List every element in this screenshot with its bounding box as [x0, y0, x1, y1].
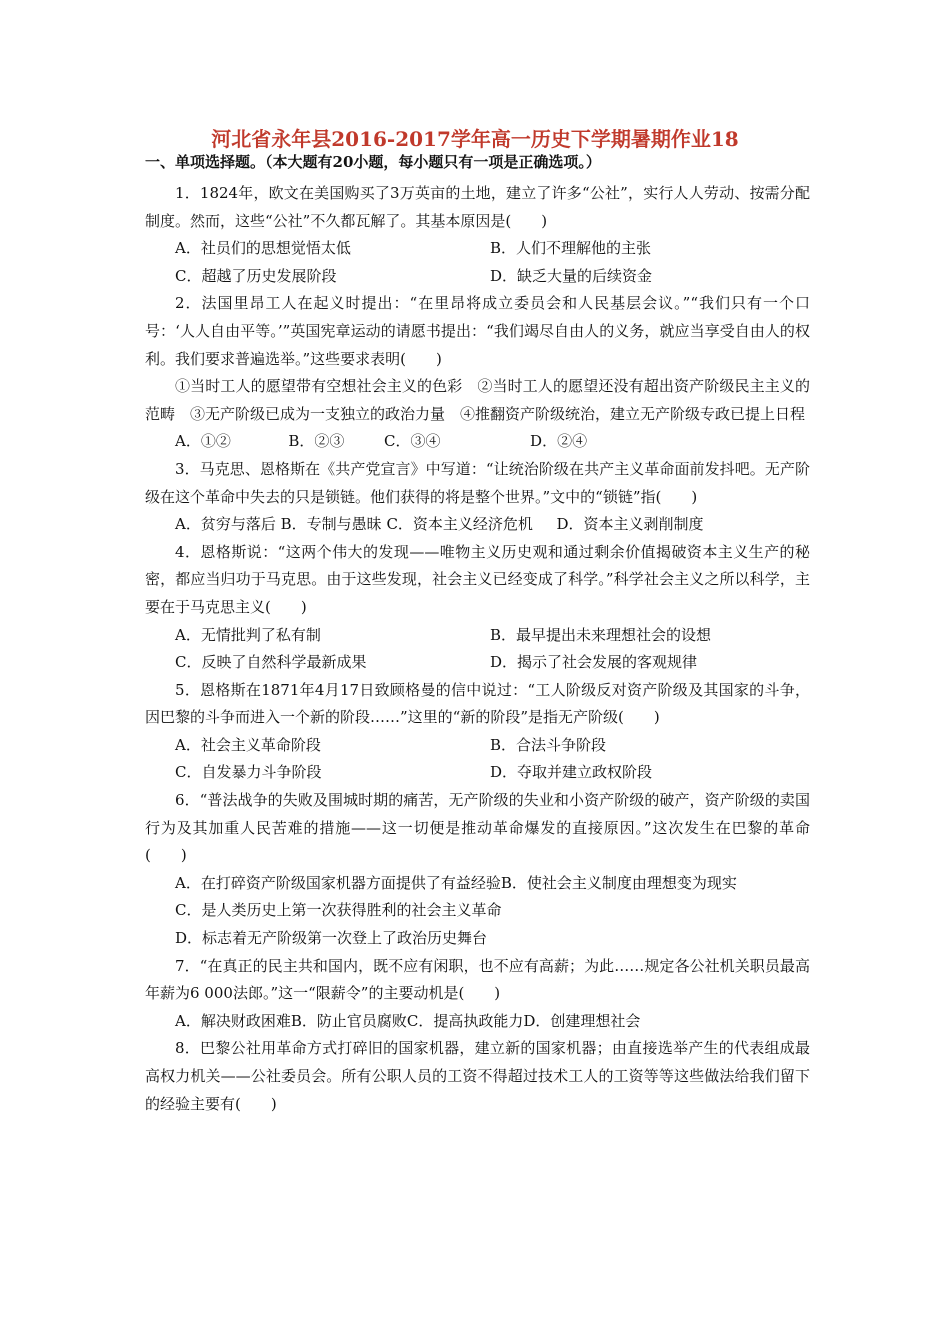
option-b: B．合法斗争阶段: [490, 735, 607, 754]
question-stem: 4．恩格斯说：“这两个伟大的发现——唯物主义历史观和通过剩余价值揭破资本主义生产的秘密，都应当归功于马克思。由于这些发现，社会主义已经变成了科学。”科学社会主义之所以科学，主要在于马克思主义( ): [145, 542, 810, 616]
options: [145, 428, 810, 456]
option-a: A．贫穷与落后: [175, 515, 276, 534]
options: [145, 511, 810, 539]
option-d: D．夺取并建立政权阶段: [490, 763, 653, 782]
question-sub-items: ①当时工人的愿望带有空想社会主义的色彩 ②当时工人的愿望还没有超出资产阶级民主主义的范畴 ③无产阶级已成为一支独立的政治力量 ④推翻资产阶级统治，建立无产阶级专政已提上日程: [145, 377, 810, 423]
option-d: D．②④: [530, 432, 588, 451]
options: [145, 870, 810, 953]
options: [145, 622, 810, 677]
option-c: C．自发暴力斗争阶段: [175, 763, 322, 782]
options: [145, 732, 810, 787]
question-stem: 2．法国里昂工人在起义时提出：“在里昂将成立委员会和人民基层会议。”“我们只有一个口号：‘人人自由平等。’”英国宪章运动的请愿书提出：“我们竭尽自由人的义务，就应当享受自由人的权利。我们要求普遍选举。”这些要求表明( ): [145, 294, 810, 368]
section-heading: 一、单项选择题。（本大题有20小题，每小题只有一项是正确选项。）: [145, 153, 601, 171]
option-b: B．人们不理解他的主张: [490, 239, 652, 258]
page-title: 河北省永年县2016-2017学年高一历史下学期暑期作业18: [211, 127, 739, 151]
option-b: B．最早提出未来理想社会的设想: [490, 625, 712, 644]
option-c: C．资本主义经济危机: [386, 515, 533, 534]
option-d: D．揭示了社会发展的客观规律: [490, 653, 698, 672]
option-c: C．超越了历史发展阶段: [175, 266, 337, 285]
option-d: D．缺乏大量的后续资金: [490, 266, 653, 285]
option-b: B．专制与愚昧: [280, 515, 382, 534]
option-a: A．社会主义革命阶段: [175, 735, 321, 754]
question-stem: 3．马克思、恩格斯在《共产党宣言》中写道：“让统治阶级在共产主义革命面前发抖吧。无产阶级在这个革命中失去的只是锁链。他们获得的将是整个世界。”文中的“锁链”指( ): [145, 459, 810, 506]
option-c: C．反映了自然科学最新成果: [175, 653, 367, 672]
question-stem: 6．“普法战争的失败及围城时期的痛苦，无产阶级的失业和小资产阶级的破产，资产阶级的卖国行为及其加重人民苦难的措施——这一切便是推动革命爆发的直接原因。”这次发生在巴黎的革命( ): [145, 791, 810, 865]
question-stem: 5．恩格斯在1871年4月17日致顾格曼的信中说过：“工人阶级反对资产阶级及其国家的斗争，因巴黎的斗争而进入一个新的阶段……”这里的“新的阶段”是指无产阶级( ): [145, 680, 810, 727]
question-stem: 7．“在真正的民主共和国内，既不应有闲职，也不应有高薪；为此……规定各公社机关职员最高年薪为6 000法郎。”这一“限薪令”的主要动机是( ): [145, 956, 810, 1003]
option-a: A．解决财政困难: [175, 1011, 291, 1030]
option-a: A．社员们的思想觉悟太低: [175, 239, 351, 258]
question-list: [145, 180, 810, 1118]
option-d: D．创建理想社会: [523, 1011, 641, 1030]
options: [145, 1008, 810, 1036]
option-c: C．是人类历史上第一次获得胜利的社会主义革命: [175, 901, 502, 920]
option-a: A．在打碎资产阶级国家机器方面提供了有益经验: [175, 873, 501, 892]
option-b: B．防止官员腐败: [290, 1011, 407, 1030]
option-a: A．①②: [175, 432, 231, 451]
options: [145, 235, 810, 290]
option-b: B．②③: [288, 432, 345, 451]
question-stem: 1．1824年，欧文在美国购买了3万英亩的土地，建立了许多“公社”，实行人人劳动、按需分配制度。然而，这些“公社”不久都瓦解了。其基本原因是( ): [145, 184, 810, 230]
question-stem: 8．巴黎公社用革命方式打碎旧的国家机器，建立新的国家机器；由直接选举产生的代表组成最高权力机关——公社委员会。所有公职人员的工资不得超过技术工人的工资等等这些做法给我们留下的经验主要有( ): [145, 1039, 810, 1113]
option-d: D．标志着无产阶级第一次登上了政治历史舞台: [175, 929, 488, 948]
option-a: A．无情批判了私有制: [175, 625, 321, 644]
option-c: C．提高执政能力: [406, 1011, 524, 1030]
option-c: C．③④: [384, 432, 441, 451]
option-b: B．使社会主义制度由理想变为现实: [500, 873, 737, 892]
option-d: D．资本主义剥削制度: [556, 515, 704, 534]
